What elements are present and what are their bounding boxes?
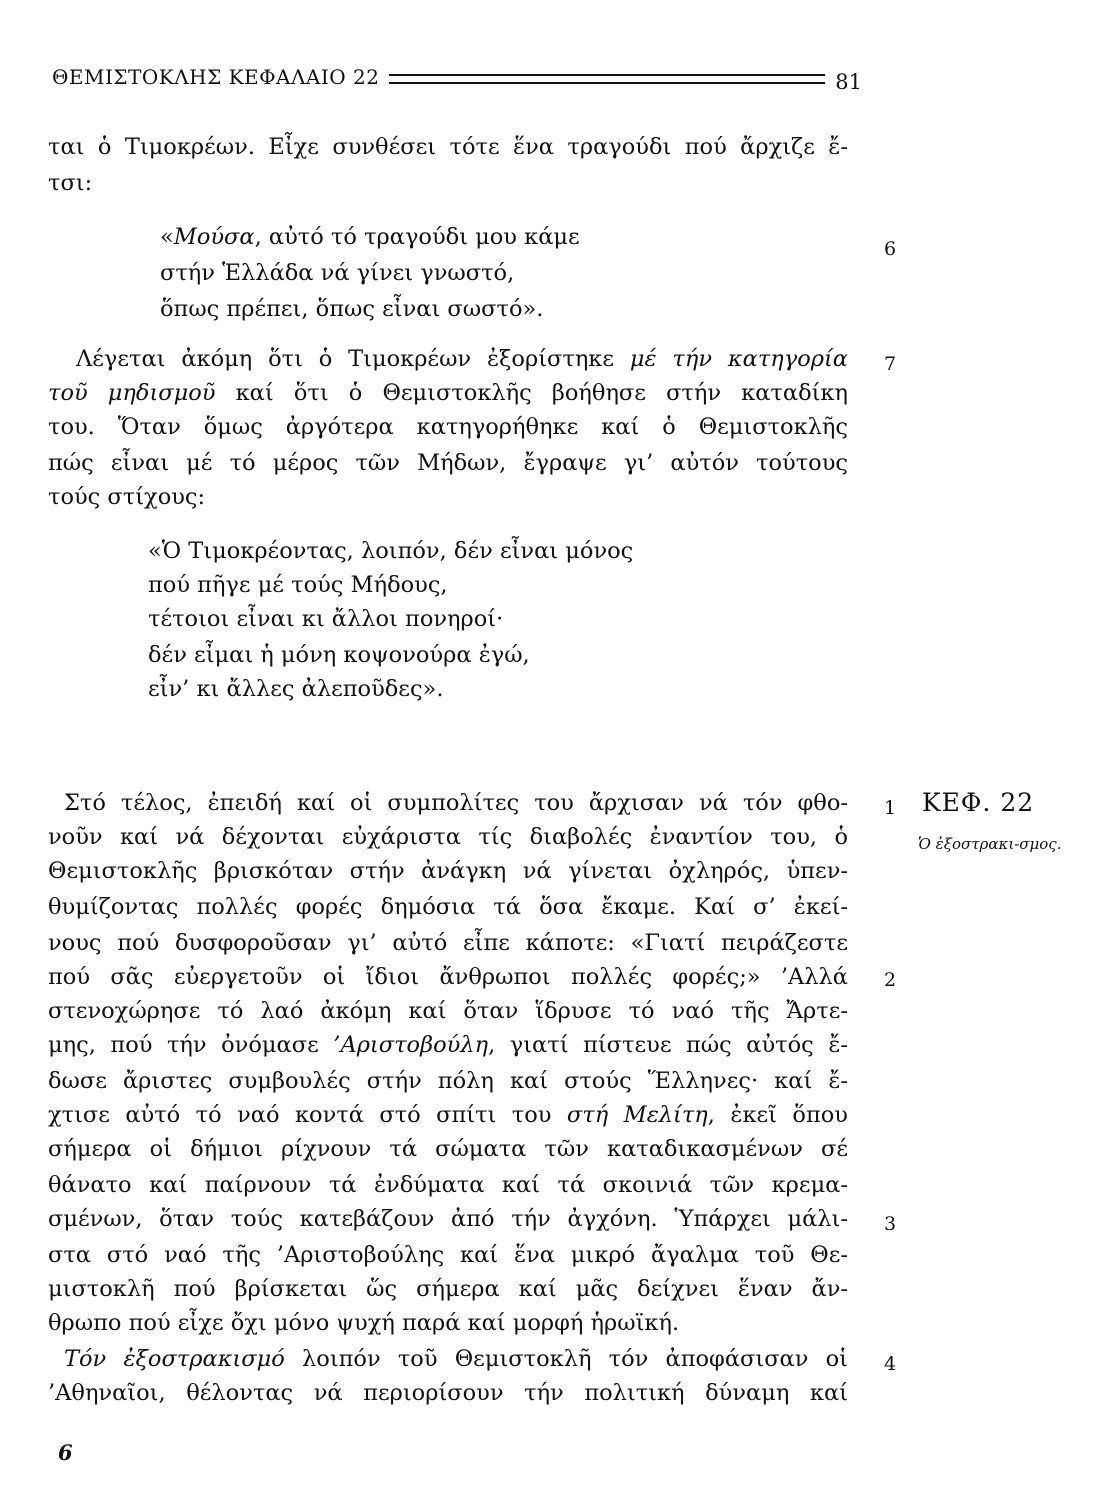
text-line: στενοχώρησε τό λαό ἀκόμη καί ὅταν ἵδρυσε τό ναό τῆς Ἄρτε- <box>48 998 848 1024</box>
margin-line-number: 1 <box>884 797 897 819</box>
text-line <box>48 1028 848 1062</box>
italic-phrase: μέ τήν κατηγορία <box>629 346 848 372</box>
signature-mark: 6 <box>58 1440 73 1465</box>
text-line: θρωπο πού εἶχε ὄχι μόνο ψυχή παρά καί μορφή ἡρωϊκή. <box>48 1310 680 1336</box>
text-line: δωσε ἄριστες συμβουλές στήν πόλη καί στούς Ἕλληνες· καί ἔ- <box>48 1068 848 1094</box>
italic-phrase: στή Μελίτη <box>566 1102 708 1128</box>
verse-line: «Ὁ Τιμοκρέοντας, λοιπόν, δέν εἶναι μόνος <box>148 538 634 564</box>
margin-subtitle: Ὁ ἐξοστρακι-σμος. <box>918 835 1062 853</box>
verse-line: στήν Ἑλλάδα νά γίνει γνωστό, <box>160 260 515 286</box>
verse-line <box>160 220 720 254</box>
margin-line-number: 6 <box>884 238 897 260</box>
text-line: θυμίζοντας πολλές φορές δημόσια τά ὅσα ἔκαμε. Καί σ’ ἐκεί- <box>48 894 848 920</box>
text-line: τσι: <box>48 170 93 196</box>
text-line: πού σᾶς εὐεργετοῦν οἱ ἴδιοι ἄνθρωποι πολλές φορές;» ’Αλλά <box>48 964 848 990</box>
verse-text: , αὐτό τό τραγούδι μου κάμε <box>254 224 580 250</box>
text-line <box>48 1098 848 1132</box>
text-line: πώς εἶναι μέ τό μέρος τῶν Μήδων, ἔγραψε γι’ αὐτόν τούτους <box>48 450 848 476</box>
text-line: θάνατο καί παίρνουν τά ἐνδύματα καί τά σκοινιά τῶν κρεμα- <box>48 1172 848 1198</box>
text-segment: μης, πού τήν ὀνόμασε <box>48 1032 334 1058</box>
margin-line-number: 2 <box>884 969 897 991</box>
italic-phrase: τοῦ μηδισμοῦ <box>48 380 216 406</box>
text-line: ται ὁ Τιμοκρέων. Εἶχε συνθέσει τότε ἕνα τραγούδι πού ἄρχιζε ἔ- <box>48 134 848 160</box>
quote-mark: « <box>160 224 174 250</box>
verse-line: πού πῆγε μέ τούς Μήδους, <box>148 572 448 598</box>
page-number: 81 <box>835 70 862 94</box>
text-line: νους πού δυσφοροῦσαν γι’ αὐτό εἶπε κάποτε: «Γιατί πειράζεστε <box>48 930 848 956</box>
verse-line: τέτοιοι εἶναι κι ἄλλοι πονηροί· <box>148 606 504 632</box>
verse-line: δέν εἶμαι ἡ μόνη κοψονούρα ἐγώ, <box>148 642 530 668</box>
italic-phrase: ’Αριστοβούλη <box>333 1032 489 1058</box>
header-title: ΘΕΜΙΣΤΟΚΛΗΣ ΚΕΦΑΛΑΙΟ 22 <box>52 65 380 89</box>
text-line: ’Αθηναῖοι, θέλοντας νά περιορίσουν τήν πολιτική δύναμη καί <box>48 1380 848 1406</box>
text-line <box>48 376 848 410</box>
margin-line-number: 3 <box>884 1213 897 1235</box>
text-line: Στό τέλος, ἐπειδή καί οἱ συμπολίτες του ἄρχισαν νά τόν φθο- <box>64 790 848 816</box>
text-line: μιστοκλῆ πού βρίσκεται ὥς σήμερα καί μᾶς δείχνει ἕναν ἄν- <box>48 1276 848 1302</box>
verse-line: εἶν’ κι ἄλλες ἀλεποῦδες». <box>148 676 444 702</box>
text-segment: Λέγεται ἀκόμη ὅτι ὁ Τιμοκρέων ἐξορίστηκε <box>76 346 630 372</box>
text-line: τούς στίχους: <box>48 484 206 510</box>
text-line <box>76 342 848 376</box>
text-line: σμένων, ὅταν τούς κατεβάζουν ἀπό τήν ἀγχόνη. Ὑπάρχει μάλι- <box>48 1206 848 1232</box>
text-line: νοῦν καί νά δέχονται εὐχάριστα τίς διαβολές ἐναντίον του, ὁ <box>48 824 848 850</box>
header-double-rule <box>389 74 825 84</box>
text-line: σήμερα οἱ δήμιοι ρίχνουν τά σώματα τῶν καταδικασμένων σέ <box>48 1136 848 1162</box>
text-line: του. Ὅταν ὅμως ἀργότερα κατηγορήθηκε καί ὁ Θεμιστοκλῆς <box>48 414 848 440</box>
margin-line-number: 4 <box>884 1353 897 1375</box>
text-segment: χτισε αὐτό τό ναό κοντά στό σπίτι του <box>48 1102 567 1128</box>
italic-phrase: Τόν ἐξοστρακισμό <box>64 1346 285 1372</box>
margin-chapter-heading: ΚΕΦ. 22 <box>922 788 1035 817</box>
italic-phrase: Μούσα <box>173 224 255 250</box>
running-header <box>52 60 862 94</box>
text-segment: καί ὅτι ὁ Θεμιστοκλῆς βοήθησε στήν καταδίκη <box>215 380 848 406</box>
text-line: στα στό ναό τῆς ’Αριστοβούλης καί ἕνα μικρό ἄγαλμα τοῦ Θε- <box>48 1242 848 1268</box>
text-line <box>64 1342 848 1376</box>
verse-line: ὅπως πρέπει, ὅπως εἶναι σωστό». <box>160 296 544 322</box>
text-segment: , ἐκεῖ ὅπου <box>707 1102 848 1128</box>
margin-line-number: 7 <box>884 353 897 375</box>
text-segment: λοιπόν τοῦ Θεμιστοκλῆ τόν ἀποφάσισαν οἱ <box>284 1346 849 1372</box>
text-line: Θεμιστοκλῆς βρισκόταν στήν ἀνάγκη νά γίνεται ὀχληρός, ὑπεν- <box>48 858 848 884</box>
text-segment: , γιατί πίστευε πώς αὐτός ἔ- <box>488 1032 849 1058</box>
